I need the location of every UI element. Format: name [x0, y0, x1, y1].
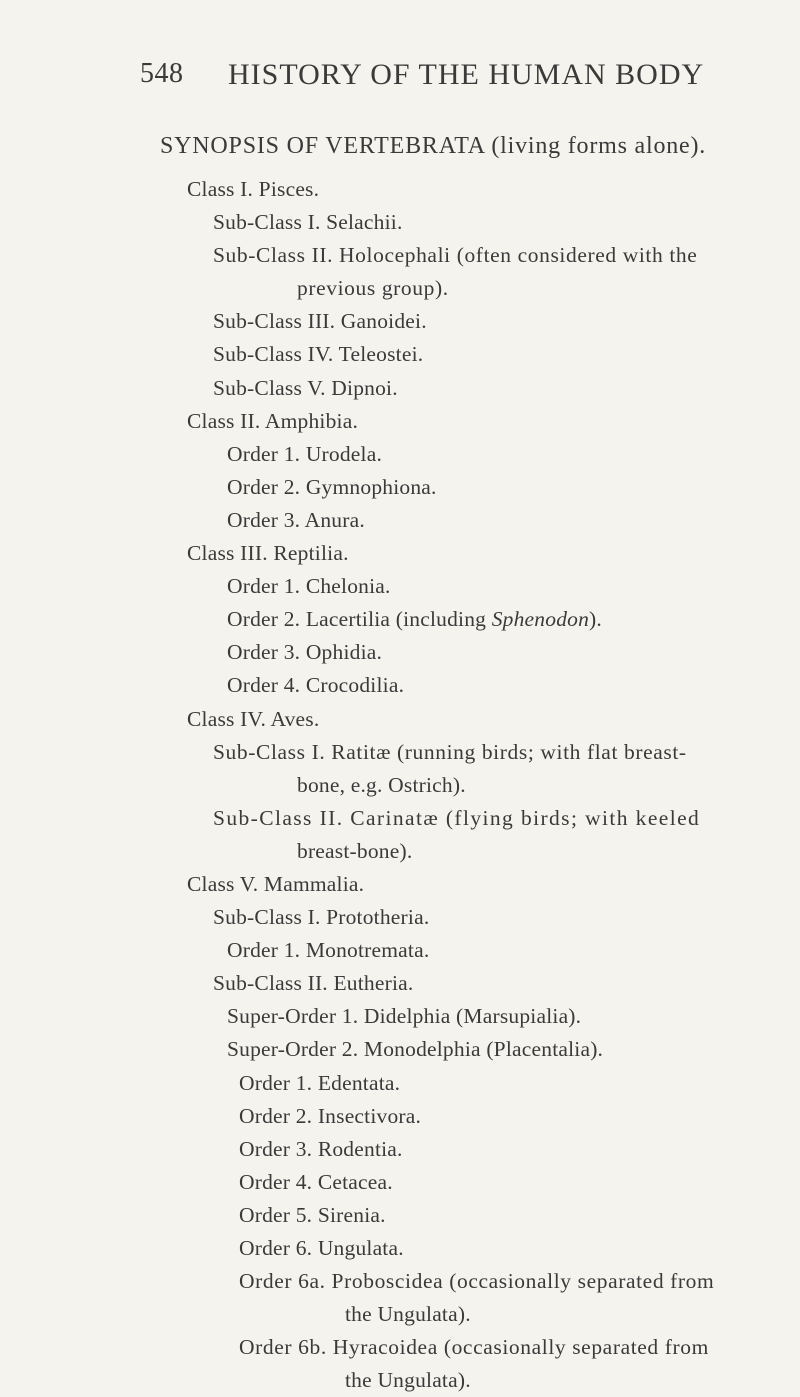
running-title: HISTORY OF THE HUMAN BODY	[228, 58, 705, 91]
class-heading: Class III. Reptilia.	[187, 541, 349, 566]
order-entry: Order 1. Monotremata.	[227, 938, 430, 963]
entry-continuation: bone, e.g. Ostrich).	[297, 772, 466, 797]
order-entry: Order 2. Gymnophiona.	[227, 474, 437, 499]
order-entry: Order 2. Insectivora.	[239, 1103, 422, 1128]
order-entry: Order 3. Rodentia.	[239, 1136, 403, 1161]
order-entry: Order 6. Ungulata.	[239, 1236, 404, 1260]
order-entry-text-end: ).	[589, 607, 602, 632]
subclass-entry: Sub-Class I. Prototheria.	[213, 905, 430, 930]
subclass-entry: Sub-Class V. Dipnoi.	[213, 375, 398, 400]
entry-continuation: the Ungulata).	[345, 1368, 471, 1393]
order-entry: Order 6b. Hyracoidea (occasionally separated from	[239, 1335, 709, 1360]
class-heading: Class II. Amphibia.	[187, 408, 359, 433]
subclass-entry: Sub-Class II. Eutheria.	[213, 971, 414, 996]
class-heading: Class IV. Aves.	[187, 706, 320, 731]
subclass-entry: Sub-Class I. Ratitæ (running birds; with flat breast-	[213, 739, 687, 764]
order-entry: Order 3. Ophidia.	[227, 640, 383, 665]
synopsis-list	[0, 173, 800, 1397]
order-entry: Order 6a. Proboscidea (occasionally separated from	[239, 1269, 715, 1294]
order-entry	[0, 603, 800, 636]
italic-genus-name: Sphenodon	[491, 607, 590, 632]
entry-continuation: previous group).	[297, 276, 449, 301]
order-entry: Order 1. Edentata.	[239, 1070, 401, 1095]
superorder-entry: Super-Order 2. Monodelphia (Placentalia).	[227, 1037, 604, 1062]
order-entry: Order 1. Urodela.	[227, 441, 383, 466]
order-entry: Order 4. Cetacea.	[239, 1169, 393, 1194]
entry-continuation: breast-bone).	[297, 838, 413, 863]
order-entry-text: Order 2. Lacertilia (including	[227, 607, 492, 632]
subclass-entry: Sub-Class II. Carinatæ (flying birds; with keeled	[213, 805, 701, 830]
synopsis-title: SYNOPSIS OF VERTEBRATA (living forms alone).	[160, 133, 707, 159]
subclass-entry: Sub-Class I. Selachii.	[213, 210, 403, 235]
order-entry: Order 5. Sirenia.	[239, 1202, 386, 1227]
class-heading: Class V. Mammalia.	[187, 871, 365, 896]
entry-continuation: the Ungulata).	[345, 1302, 471, 1327]
subclass-entry: Sub-Class II. Holocephali (often considered with the	[213, 243, 698, 268]
subclass-entry: Sub-Class IV. Teleostei.	[213, 342, 424, 367]
superorder-entry: Super-Order 1. Didelphia (Marsupialia).	[227, 1004, 582, 1029]
class-heading: Class I. Pisces.	[187, 177, 320, 201]
order-entry: Order 3. Anura.	[227, 507, 365, 532]
page-number: 548	[140, 58, 184, 89]
order-entry: Order 4. Crocodilia.	[227, 673, 405, 698]
subclass-entry: Sub-Class III. Ganoidei.	[213, 309, 427, 334]
order-entry: Order 1. Chelonia.	[227, 574, 391, 599]
